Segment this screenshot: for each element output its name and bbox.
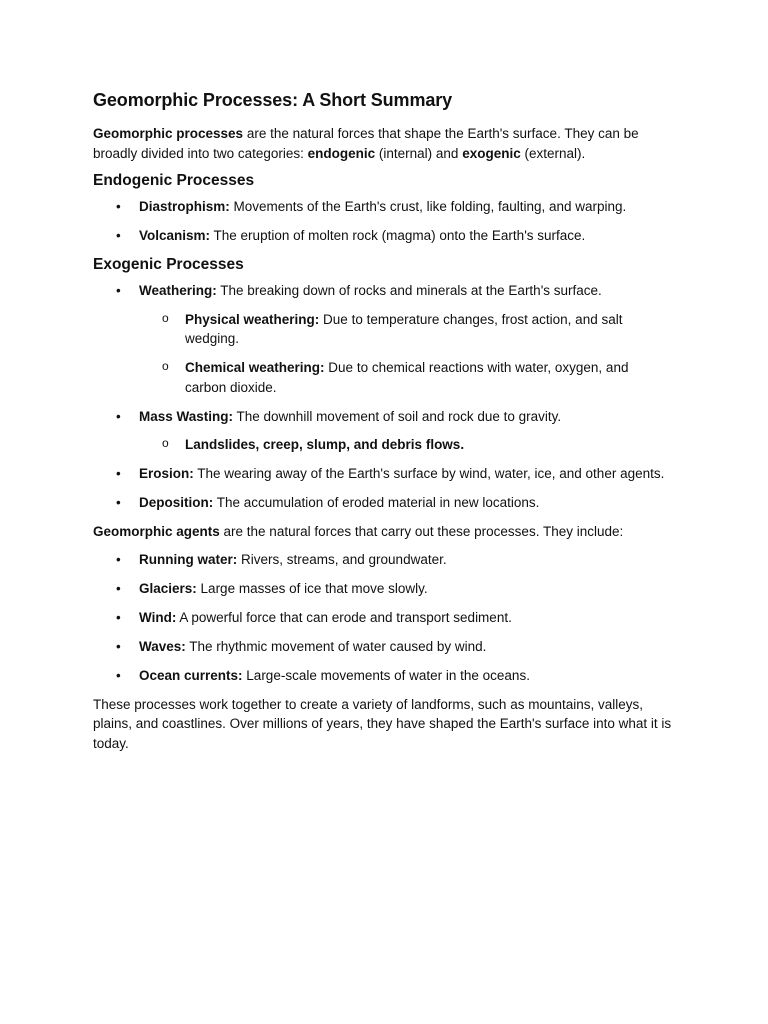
item-term: Ocean currents: — [139, 667, 243, 683]
bullet-icon: • — [116, 228, 121, 243]
intro-text-2: (internal) and — [375, 145, 463, 161]
item-term: Mass Wasting: — [139, 408, 234, 424]
list-item — [116, 608, 672, 628]
item-term: Volcanism: — [139, 228, 211, 243]
exogenic-heading: Exogenic Processes — [93, 256, 244, 273]
item-term: Landslides, creep, slump, and debris flows. — [185, 437, 465, 452]
list-item — [116, 666, 672, 686]
bullet-icon: • — [116, 609, 121, 625]
agents-intro-paragraph — [93, 522, 672, 542]
agents-list — [93, 550, 672, 686]
bullet-icon: • — [116, 667, 121, 683]
item-term: Physical weathering: — [185, 311, 320, 327]
exogenic-list — [93, 281, 672, 513]
bullet-icon: • — [116, 495, 121, 510]
item-term: Running water: — [139, 551, 238, 567]
circle-bullet-icon: o — [162, 436, 169, 450]
document-title: Geomorphic Processes: A Short Summary — [93, 90, 453, 110]
item-term: Weathering: — [139, 283, 217, 298]
sub-list-item — [162, 310, 672, 349]
intro-text-1: are the natural forces that shape the Earth's surface. They can be broadly divided into two categories: — [93, 126, 639, 161]
item-desc: Rivers, streams, and groundwater. — [237, 551, 447, 567]
agents-term: Geomorphic agents — [93, 524, 220, 539]
intro-term: Geomorphic processes — [93, 126, 244, 141]
list-item — [116, 407, 672, 455]
item-term: Waves: — [139, 638, 186, 654]
sub-list-item — [162, 358, 672, 397]
bullet-icon: • — [116, 580, 121, 596]
weathering-sublist — [139, 310, 672, 398]
circle-bullet-icon: o — [162, 310, 169, 325]
item-desc: The eruption of molten rock (magma) onto the Earth's surface. — [210, 228, 586, 243]
item-desc: The accumulation of eroded material in new locations. — [213, 495, 540, 510]
item-term: Erosion: — [139, 466, 194, 481]
list-item — [116, 550, 672, 570]
bullet-icon: • — [116, 199, 121, 214]
mass-wasting-sublist — [139, 435, 672, 455]
conclusion-paragraph: These processes work together to create a variety of landforms, such as mountains, valleys, plains, and coastlines. Over millions of years, they have shaped the Earth's surface into what it is today. — [93, 696, 672, 751]
item-term: Deposition: — [139, 495, 214, 510]
item-desc: A powerful force that can erode and transport sediment. — [176, 609, 512, 625]
bullet-icon: • — [116, 638, 121, 654]
item-desc: The rhythmic movement of water caused by wind. — [185, 638, 487, 654]
item-term: Wind: — [139, 609, 177, 625]
intro-text-3: (external). — [520, 145, 586, 161]
item-desc: The breaking down of rocks and minerals at the Earth's surface. — [216, 283, 602, 298]
agents-text: are the natural forces that carry out these processes. They include: — [219, 524, 624, 539]
list-item — [116, 637, 672, 657]
bullet-icon: • — [116, 408, 121, 424]
item-desc: Large-scale movements of water in the oceans. — [242, 667, 530, 683]
bullet-icon: • — [116, 551, 121, 567]
item-desc: Due to chemical reactions with water, oxygen, and carbon dioxide. — [185, 360, 629, 395]
item-desc: Large masses of ice that move slowly. — [196, 580, 428, 596]
sub-list-item — [162, 435, 672, 455]
list-item — [116, 197, 672, 217]
endogenic-heading: Endogenic Processes — [93, 172, 255, 189]
item-desc: The wearing away of the Earth's surface by wind, water, ice, and other agents. — [193, 466, 665, 481]
circle-bullet-icon: o — [162, 359, 169, 373]
item-term: Diastrophism: — [139, 199, 230, 214]
endogenic-list — [93, 197, 672, 246]
item-desc: Movements of the Earth's crust, like folding, faulting, and warping. — [229, 199, 627, 214]
intro-paragraph — [93, 124, 672, 163]
list-item — [116, 493, 672, 513]
item-desc: Due to temperature changes, frost action, and salt wedging. — [185, 311, 623, 346]
intro-exogenic: exogenic — [462, 145, 521, 161]
item-term: Glaciers: — [139, 580, 197, 596]
bullet-icon: • — [116, 283, 121, 298]
item-desc: The downhill movement of soil and rock due to gravity. — [233, 408, 562, 424]
list-item — [116, 226, 672, 246]
item-term: Chemical weathering: — [185, 360, 325, 375]
list-item — [116, 579, 672, 599]
list-item — [116, 464, 672, 484]
bullet-icon: • — [116, 466, 121, 481]
list-item — [116, 281, 672, 397]
intro-endogenic: endogenic — [307, 145, 376, 161]
